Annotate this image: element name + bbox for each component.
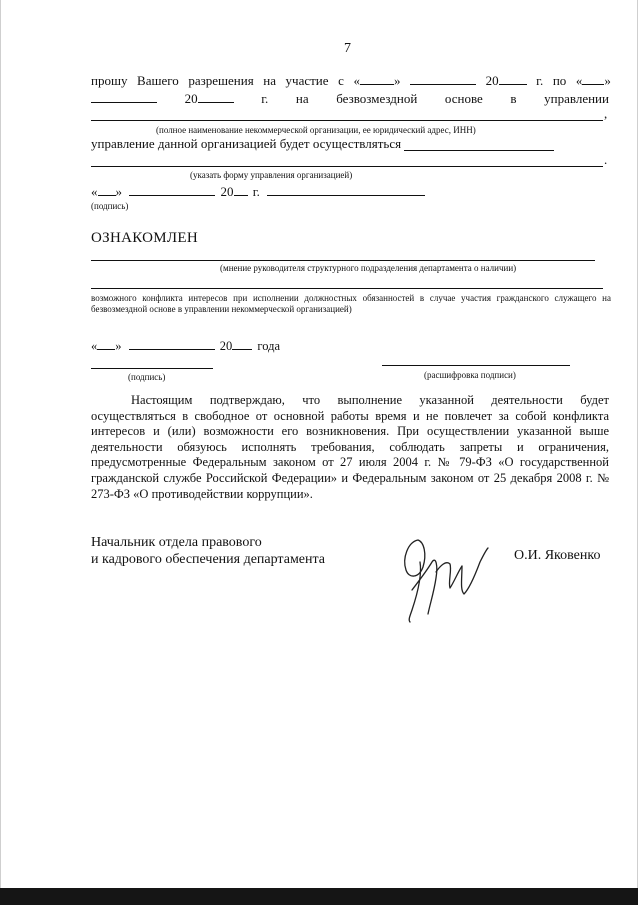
word-uchastie: участие <box>285 73 329 88</box>
word-s: с <box>338 73 344 88</box>
end-year-field[interactable]: 20 <box>185 90 234 107</box>
ack-month-blank[interactable] <box>129 337 215 350</box>
request-date-line: « » 20 г. <box>91 183 425 200</box>
word-upravlenii: управлении <box>544 91 609 106</box>
scan-footer-bar <box>0 888 638 905</box>
word-osnove: основе <box>444 91 483 106</box>
caption-ack-signature: (подпись) <box>128 372 166 382</box>
start-day-blank[interactable] <box>360 72 394 85</box>
caption-ack-decode: (расшифровка подписи) <box>424 370 516 380</box>
management-form-line[interactable] <box>91 166 603 167</box>
caption-opinion: (мнение руководителя структурного подразделения департамента о наличии) <box>220 263 517 273</box>
end-day-field[interactable]: « » <box>575 73 611 88</box>
word-proshu: прошу <box>91 73 128 88</box>
confirmation-paragraph: Настоящим подтверждаю, что выполнение указанной деятельности будет осуществляться в свободное от основной работы время и не повлечет за собой конфликта интересов и (или) возможности его возникновения. При осуществлении указанной выше деятельности обязуюсь исполнять требования, соблюдать запреты и ограничения, предусмотренные Федеральным законом от 27 июля 2004 г. № 79-ФЗ «О государственной гражданской службе Российской Федерации» и Федеральным законом от 25 декабря 2008 г. № 273-ФЗ «О противодействии коррупции». <box>91 393 609 501</box>
caption-management-form: (указать форму управления организацией) <box>190 170 353 180</box>
request-line-2 <box>91 90 609 107</box>
page-number: 7 <box>344 41 351 56</box>
org-name-line[interactable] <box>91 120 603 121</box>
start-day-field[interactable]: « » <box>353 73 401 88</box>
ack-signature-line[interactable] <box>91 368 213 369</box>
signatory-position-line-2: и кадрового обеспечения департамента <box>91 552 326 567</box>
request-month-blank[interactable] <box>129 183 215 196</box>
management-text: управление данной организацией будет осуществляться <box>91 136 402 151</box>
management-blank[interactable] <box>404 150 554 151</box>
request-line-1 <box>91 72 611 89</box>
caption-org-name: (полное наименование некоммерческой организации, ее юридический адрес, ИНН) <box>156 125 476 135</box>
handwritten-signature <box>396 532 492 624</box>
request-signature-blank[interactable] <box>267 183 425 196</box>
signatory-position-line-1: Начальник отдела правового <box>91 535 262 550</box>
start-year-blank[interactable] <box>499 72 527 85</box>
word-na: на <box>263 73 276 88</box>
signatory-name: О.И. Яковенко <box>514 548 601 563</box>
caption-request-signature: (подпись) <box>91 201 129 211</box>
word-g-2: г. <box>261 91 269 106</box>
word-po: по <box>552 73 567 88</box>
ack-year-blank[interactable] <box>232 337 252 350</box>
page-edge-left <box>0 0 1 905</box>
word-bezvozmezdnoy: безвозмездной <box>336 91 418 106</box>
management-line <box>91 136 401 152</box>
end-month-blank[interactable] <box>91 90 157 103</box>
word-g: г. <box>536 73 544 88</box>
word-vashego: Вашего <box>137 73 179 88</box>
word-v: в <box>510 91 517 106</box>
acknowledge-date-line: « » 20 года <box>91 339 280 353</box>
end-year-blank[interactable] <box>198 90 234 103</box>
opinion-line-2[interactable] <box>91 288 603 289</box>
org-line-comma: , <box>604 106 608 121</box>
word-na-2: на <box>295 91 309 106</box>
request-day-blank[interactable] <box>98 183 116 196</box>
end-day-blank[interactable] <box>582 72 604 85</box>
opinion-line[interactable] <box>91 260 595 261</box>
request-year-blank[interactable] <box>234 183 248 196</box>
caption-conflict: возможного конфликта интересов при исполнении должностных обязанностей в случае участия гражданского служащего на безвозмездной основе в управлении некоммерческой организацией) <box>91 293 611 314</box>
form-line-period: . <box>604 152 608 167</box>
start-month-blank[interactable] <box>410 72 476 85</box>
acknowledge-heading: ОЗНАКОМЛЕН <box>91 230 198 246</box>
word-razresheniya: разрешения <box>188 73 254 88</box>
start-year-field[interactable]: 20 <box>486 72 527 89</box>
ack-decode-line[interactable] <box>382 365 570 366</box>
ack-day-blank[interactable] <box>97 337 115 350</box>
